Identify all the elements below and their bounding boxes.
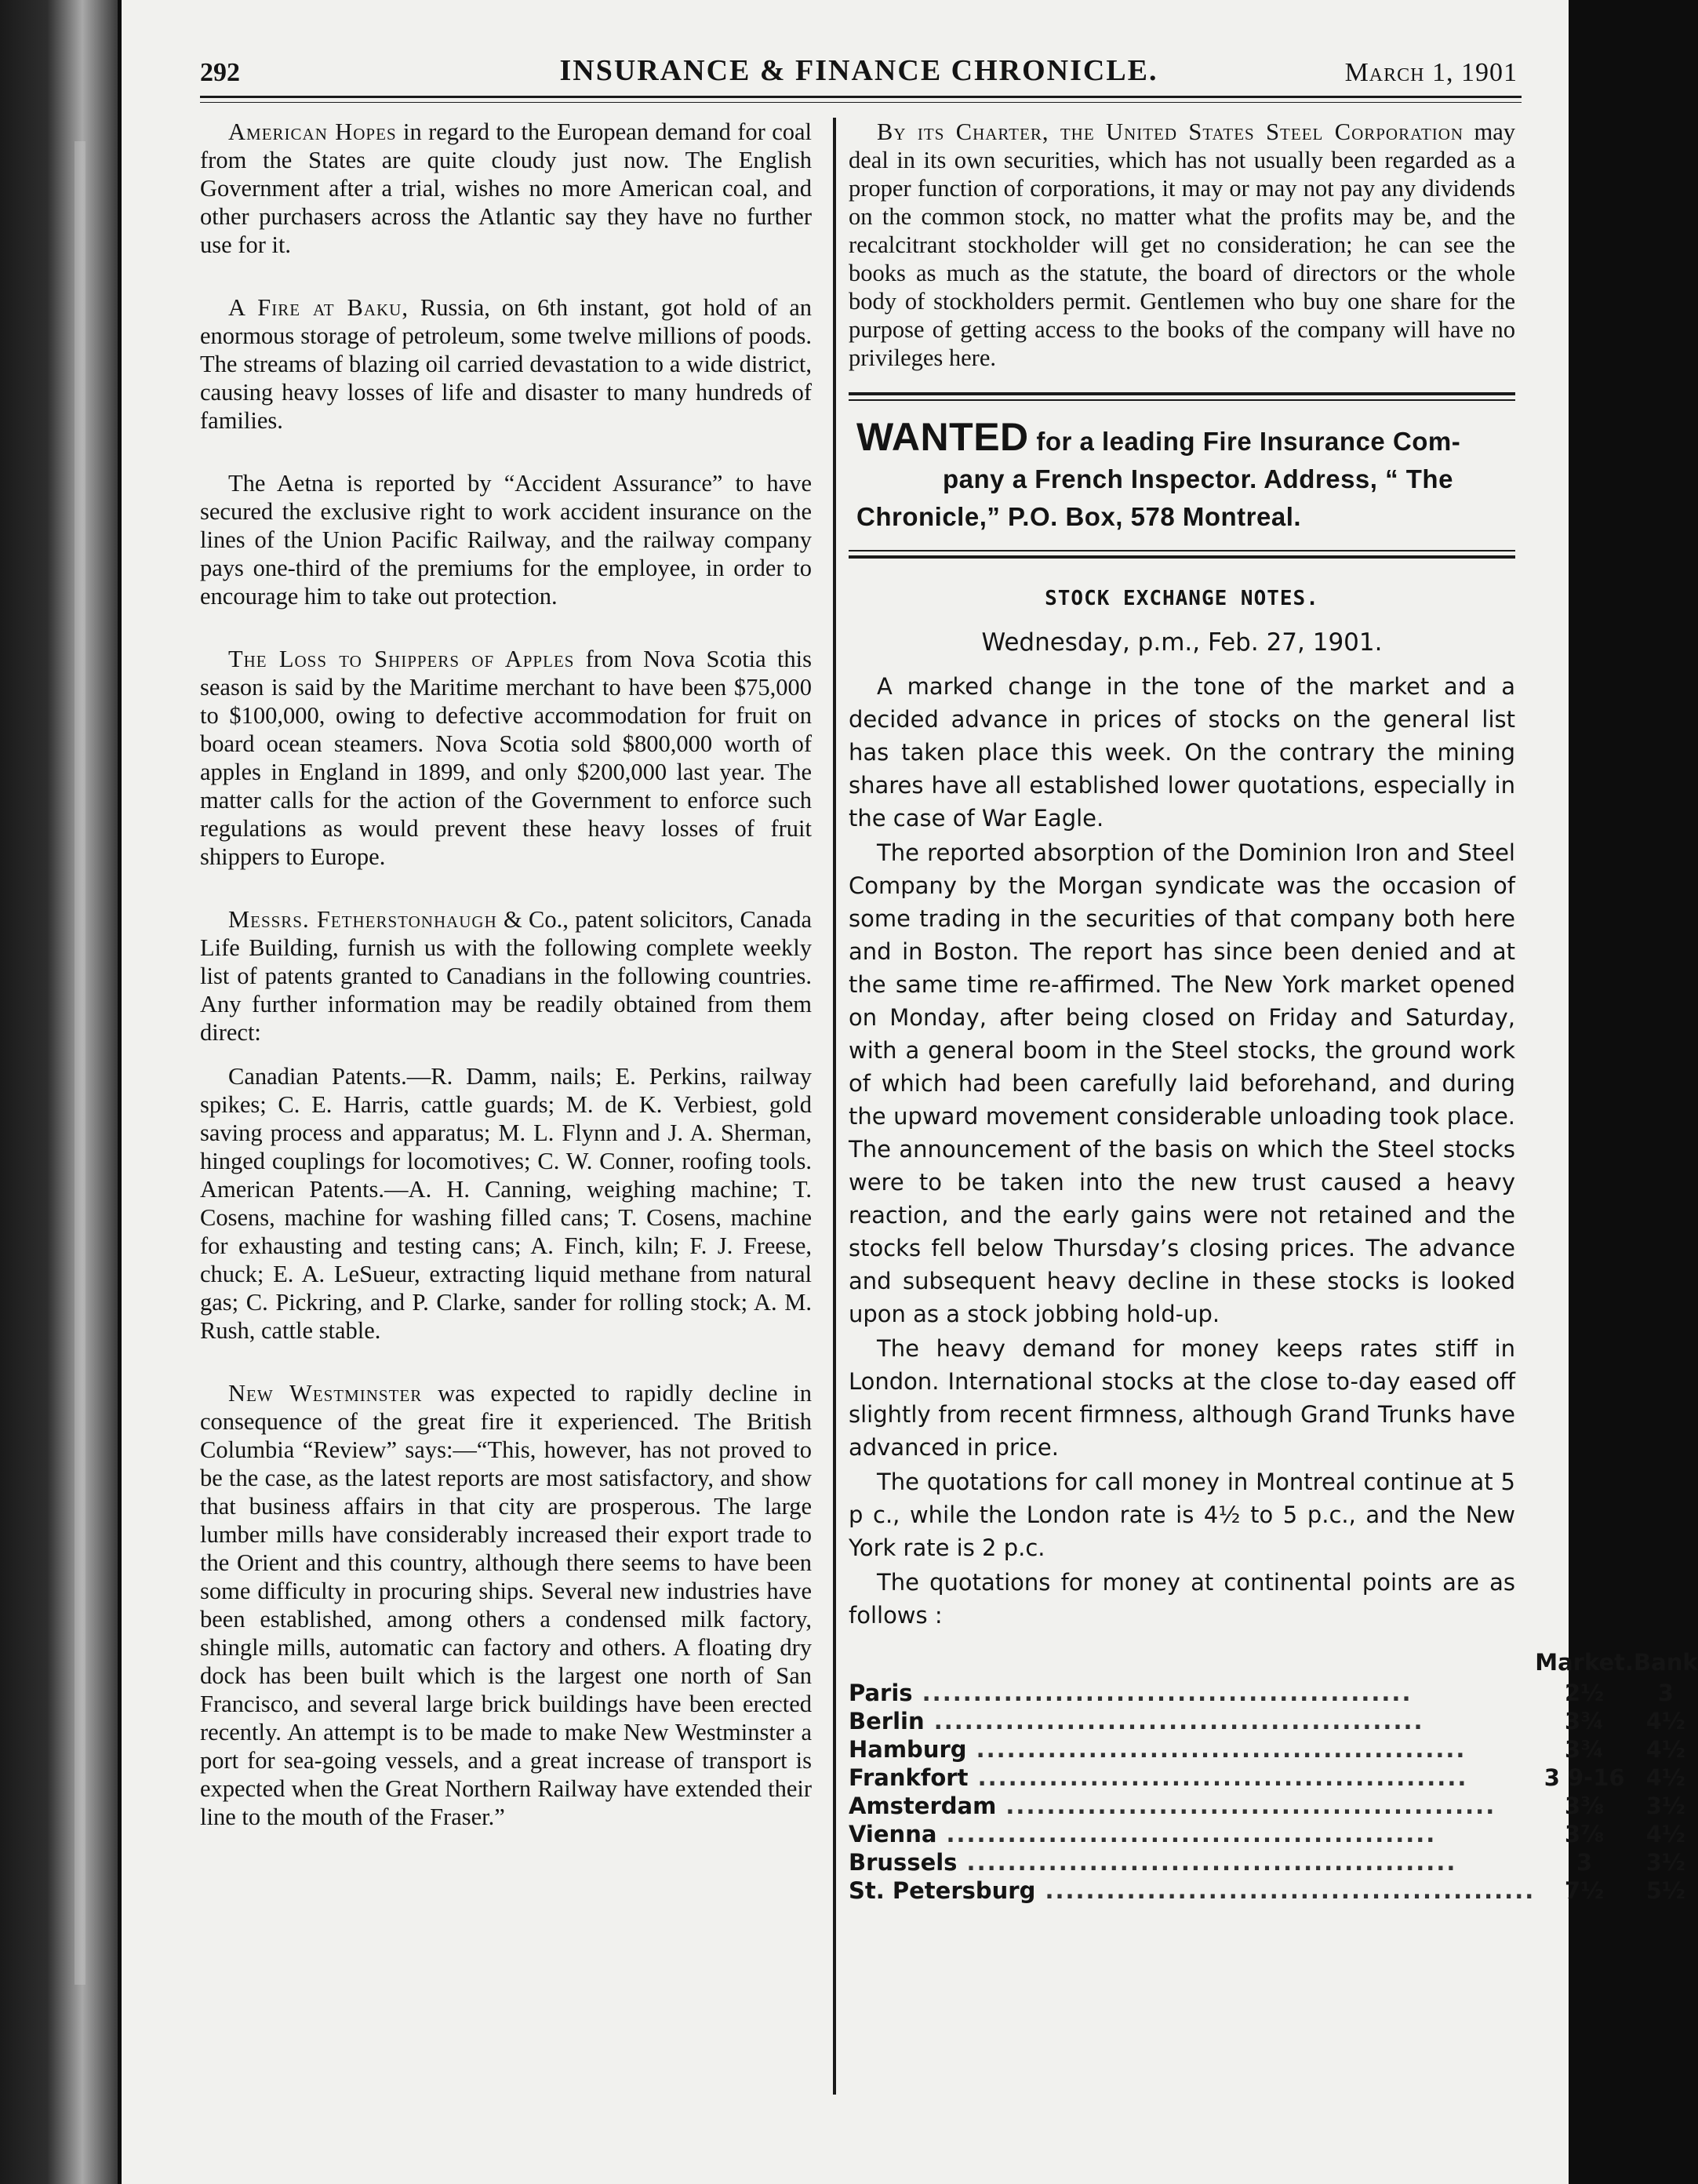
notes-paragraph: A marked change in the tone of the market and a decided advance in prices of stocks on the general list has taken place this week. On the contrary the mining shares have all established lower quotations, especially in the case of War Eagle. xyxy=(849,673,1515,832)
rates-market: 3 9-16 xyxy=(1543,1764,1625,1791)
rates-row xyxy=(849,1848,1698,1876)
book-binding-edge xyxy=(0,0,118,2184)
rates-bank: 4½ xyxy=(1645,1764,1685,1791)
article-new-westminster xyxy=(200,1379,812,1831)
article-steel-charter xyxy=(849,118,1515,372)
publication-title: INSURANCE & FINANCE CHRONICLE. xyxy=(559,54,1158,87)
rates-city: Amsterdam xyxy=(849,1793,997,1819)
header-rule-thin xyxy=(200,102,1522,103)
rates-city: Frankfort xyxy=(849,1764,969,1791)
rates-city: Berlin xyxy=(849,1708,925,1734)
article-body: The Aetna is reported by “Accident Assurance” to have secured the exclusive right to work accident insurance on the lines of the Union Pacific Railway, and the railway company pays one-third of the premiums for the employee, in order to encourage him to take out protection. xyxy=(200,470,812,610)
issue-date: March 1, 1901 xyxy=(1344,58,1518,87)
left-column xyxy=(200,118,812,1866)
rates-bank: 5½ xyxy=(1645,1877,1685,1904)
notes-paragraph: The quotations for money at continental points are as follows : xyxy=(849,1569,1515,1629)
article-lead: By its Charter, the United States Steel Corporation xyxy=(877,118,1464,145)
section-title: STOCK EXCHANGE NOTES. xyxy=(1045,587,1319,610)
page-header xyxy=(200,53,1518,100)
leader-dots: ................................................ xyxy=(996,1793,1496,1819)
rates-market: 7½ xyxy=(1565,1877,1605,1904)
article-body: in regard to the European demand for coal from the States are quite cloudy just now. The English Government after a trial, wishes no more American coal, and other purchasers across the Atlantic say they have no further use for it. xyxy=(200,118,812,258)
article-aetna xyxy=(200,469,812,610)
notes-paragraph: The quotations for call money in Montreal continue at 5 p c., while the London rate is 4½ to 5 p.c., and the New York rate is 2 p.c. xyxy=(849,1469,1515,1561)
leader-dots: ................................................ xyxy=(936,1821,1437,1847)
article-lead: New Westminster xyxy=(228,1380,423,1407)
rates-row xyxy=(849,1792,1698,1820)
rates-row xyxy=(849,1820,1698,1848)
ad-rule-bottom xyxy=(849,555,1515,559)
rates-city: Hamburg xyxy=(849,1736,967,1763)
rates-row xyxy=(849,1679,1698,1707)
ad-line-3: Chronicle,” P.O. Box, 578 Montreal. xyxy=(856,502,1302,531)
leader-dots: ................................................ xyxy=(912,1680,1413,1706)
article-body: from Nova Scotia this season is said by the Maritime merchant to have been $75,000 to $100,000, owing to defective accommodation for fruit on board ocean steamers. Nova Scotia sold $800,000 worth of apples in England in 1899, and only $200,000 last year. The matter calls for the action of the Government to enforce such regulations as would prevent these heavy losses of fruit shippers to Europe. xyxy=(200,646,812,870)
rates-header-row xyxy=(849,1646,1698,1679)
ad-headline: WANTED xyxy=(856,415,1029,459)
article-body: Canadian Patents.—R. Damm, nails; E. Perkins, railway spikes; C. E. Harris, cattle guards; M. de K. Verbiest, gold saving process and apparatus; M. L. Flynn and J. A. Sherman, hinged couplings for locomotives; C. W. Conner, roofing tools. American Patents.—A. H. Canning, weighing machine; T. Cosens, machine for washing filled cans; T. Cosens, machine for exhausting and testing cans; A. Finch, kiln; F. J. Freese, chuck; E. A. LeSueur, extracting liquid methane from natural gas; C. Pickring, and P. Clarke, sander for rolling stock; A. M. Rush, cattle stable. xyxy=(200,1063,812,1344)
article-body: was expected to rapidly decline in consequence of the great fire it experienced. The British Columbia “Review” says:—“This, however, has not proved to be the case, as the latest reports are most satisfactory, and show that business affairs in that city are prosperous. The large lumber mills have considerably increased their export trade to the Orient and this country, although there seems to have been some difficulty in procuring ships. Several new industries have been established, among others a condensed milk factory, shingle mills, automatic can factory and others. A floating dry dock has been built which is the largest one north of San Francisco, and several large brick buildings have been erected recently. An attempt is to be made to make New Westminster a port for sea-going vessels, and a great increase of transport is expected when the Great Northern Railway have extended their line to the mouth of the Fraser.” xyxy=(200,1380,812,1830)
rates-row xyxy=(849,1876,1698,1905)
rates-row xyxy=(849,1764,1698,1792)
rates-city-cell xyxy=(849,1679,1535,1707)
article-body: & Co., patent solicitors, Canada Life Building, furnish us with the following complete weekly list of patents granted to Canadians in the following countries. Any further information may be readily obtained from them direct: xyxy=(200,906,812,1046)
article-patents-list xyxy=(200,1062,812,1345)
article-body: may deal in its own securities, which has not usually been regarded as a proper function of corporations, it may or may not pay any dividends on the common stock, no matter what the profits may be, and the recalcitrant stockholder will get no consideration; he can see the books as much as the statute, the board of directors or the whole body of stockholders permit. Gentlemen who buy one share for the purpose of getting access to the books of the company will have no privileges here. xyxy=(849,118,1515,371)
binding-highlight xyxy=(75,141,85,1985)
leader-dots: ................................................ xyxy=(924,1708,1424,1734)
rates-market: 3⅞ xyxy=(1565,1821,1605,1847)
rates-header-city xyxy=(849,1646,1535,1679)
rates-city-cell xyxy=(849,1735,1535,1764)
rates-bank: 4½ xyxy=(1645,1821,1685,1847)
wanted-advertisement xyxy=(849,401,1515,550)
article-body: Russia, on 6th instant, got hold of an enormous storage of petroleum, some twelve millions of poods. The streams of blazing oil carried devastation to a wide district, causing heavy losses of life and disaster to many hundreds of families. xyxy=(200,294,812,434)
rates-bank: 3 xyxy=(1657,1680,1674,1706)
article-apples xyxy=(200,645,812,871)
rates-city-cell xyxy=(849,1820,1535,1848)
rates-bank: 4½ xyxy=(1645,1736,1685,1763)
notes-paragraph: The heavy demand for money keeps rates stiff in London. International stocks at the close to-day eased off slightly from recent firmness, although Grand Trunks have advanced in price. xyxy=(849,1335,1515,1461)
article-lead: American Hopes xyxy=(228,118,397,145)
article-patents-intro xyxy=(200,905,812,1046)
article-fire-baku xyxy=(200,293,812,435)
notes-paragraph: The reported absorption of the Dominion Iron and Steel Company by the Morgan syndicate was the occasion of some trading in the securities of that company both here and in Boston. The report has since been denied and at the same time re-affirmed. The New York market opened on Monday, after being closed on Friday and Saturday, with a general boom in the Steel stocks, the ground work of which had been carefully laid beforehand, and during the upward movement considerable unloading took place. The announcement of the basis on which the Steel stocks were to be taken into the new trust caused a heavy reaction, and the early gains were not retained and the stocks fell below Thursday’s closing prices. The advance and subsequent heavy decline in these stocks is looked upon as a stock jobbing hold-up. xyxy=(849,839,1515,1327)
ad-rule-top xyxy=(849,392,1515,395)
rates-city: St. Petersburg xyxy=(849,1877,1036,1904)
newspaper-page xyxy=(122,0,1698,2184)
money-rates-table xyxy=(849,1646,1698,1905)
ad-line-1: for a leading Fire Insurance Com- xyxy=(1028,427,1461,456)
ad-line-2: pany a French Inspector. Address, “ The xyxy=(943,464,1453,493)
rates-market: 3 xyxy=(1576,1849,1593,1876)
rates-market: 3¾ xyxy=(1565,1736,1605,1763)
rates-city: Vienna xyxy=(849,1821,937,1847)
rates-header-market: Market. xyxy=(1535,1649,1634,1676)
stock-exchange-notes xyxy=(849,582,1698,1905)
rates-city: Brussels xyxy=(849,1849,958,1876)
right-column xyxy=(849,118,1698,1905)
leader-dots: ................................................ xyxy=(968,1764,1468,1791)
rates-market: 3⅜ xyxy=(1565,1793,1605,1819)
article-lead: Messrs. Fetherstonhaugh xyxy=(228,906,497,933)
article-lead: The Loss to Shippers of Apples xyxy=(228,646,575,672)
rates-bank: 3½ xyxy=(1645,1849,1685,1876)
column-divider xyxy=(833,118,836,2095)
article-american-hopes xyxy=(200,118,812,259)
rates-city-cell xyxy=(849,1764,1535,1792)
rates-city-cell xyxy=(849,1848,1535,1876)
rates-body xyxy=(849,1679,1698,1905)
leader-dots: ................................................ xyxy=(966,1736,1467,1763)
rates-city-cell xyxy=(849,1792,1535,1820)
rates-header-bank: Bank xyxy=(1634,1649,1698,1676)
rates-city-cell xyxy=(849,1876,1535,1905)
article-lead: A Fire at Baku, xyxy=(228,294,409,321)
rates-market: 3¾ xyxy=(1565,1708,1605,1734)
ad-rule-bottom-thin xyxy=(849,550,1515,551)
leader-dots: ................................................ xyxy=(1035,1877,1536,1904)
rates-row xyxy=(849,1735,1698,1764)
rates-city-cell xyxy=(849,1707,1535,1735)
rates-bank: 4½ xyxy=(1645,1708,1685,1734)
dateline: Wednesday, p.m., Feb. 27, 1901. xyxy=(981,628,1383,657)
page-number: 292 xyxy=(200,58,240,87)
header-rule xyxy=(200,96,1522,98)
rates-city: Paris xyxy=(849,1680,913,1706)
rates-market: 2½ xyxy=(1565,1680,1605,1706)
rates-bank: 3½ xyxy=(1645,1793,1685,1819)
rates-row xyxy=(849,1707,1698,1735)
leader-dots: ................................................ xyxy=(957,1849,1457,1876)
